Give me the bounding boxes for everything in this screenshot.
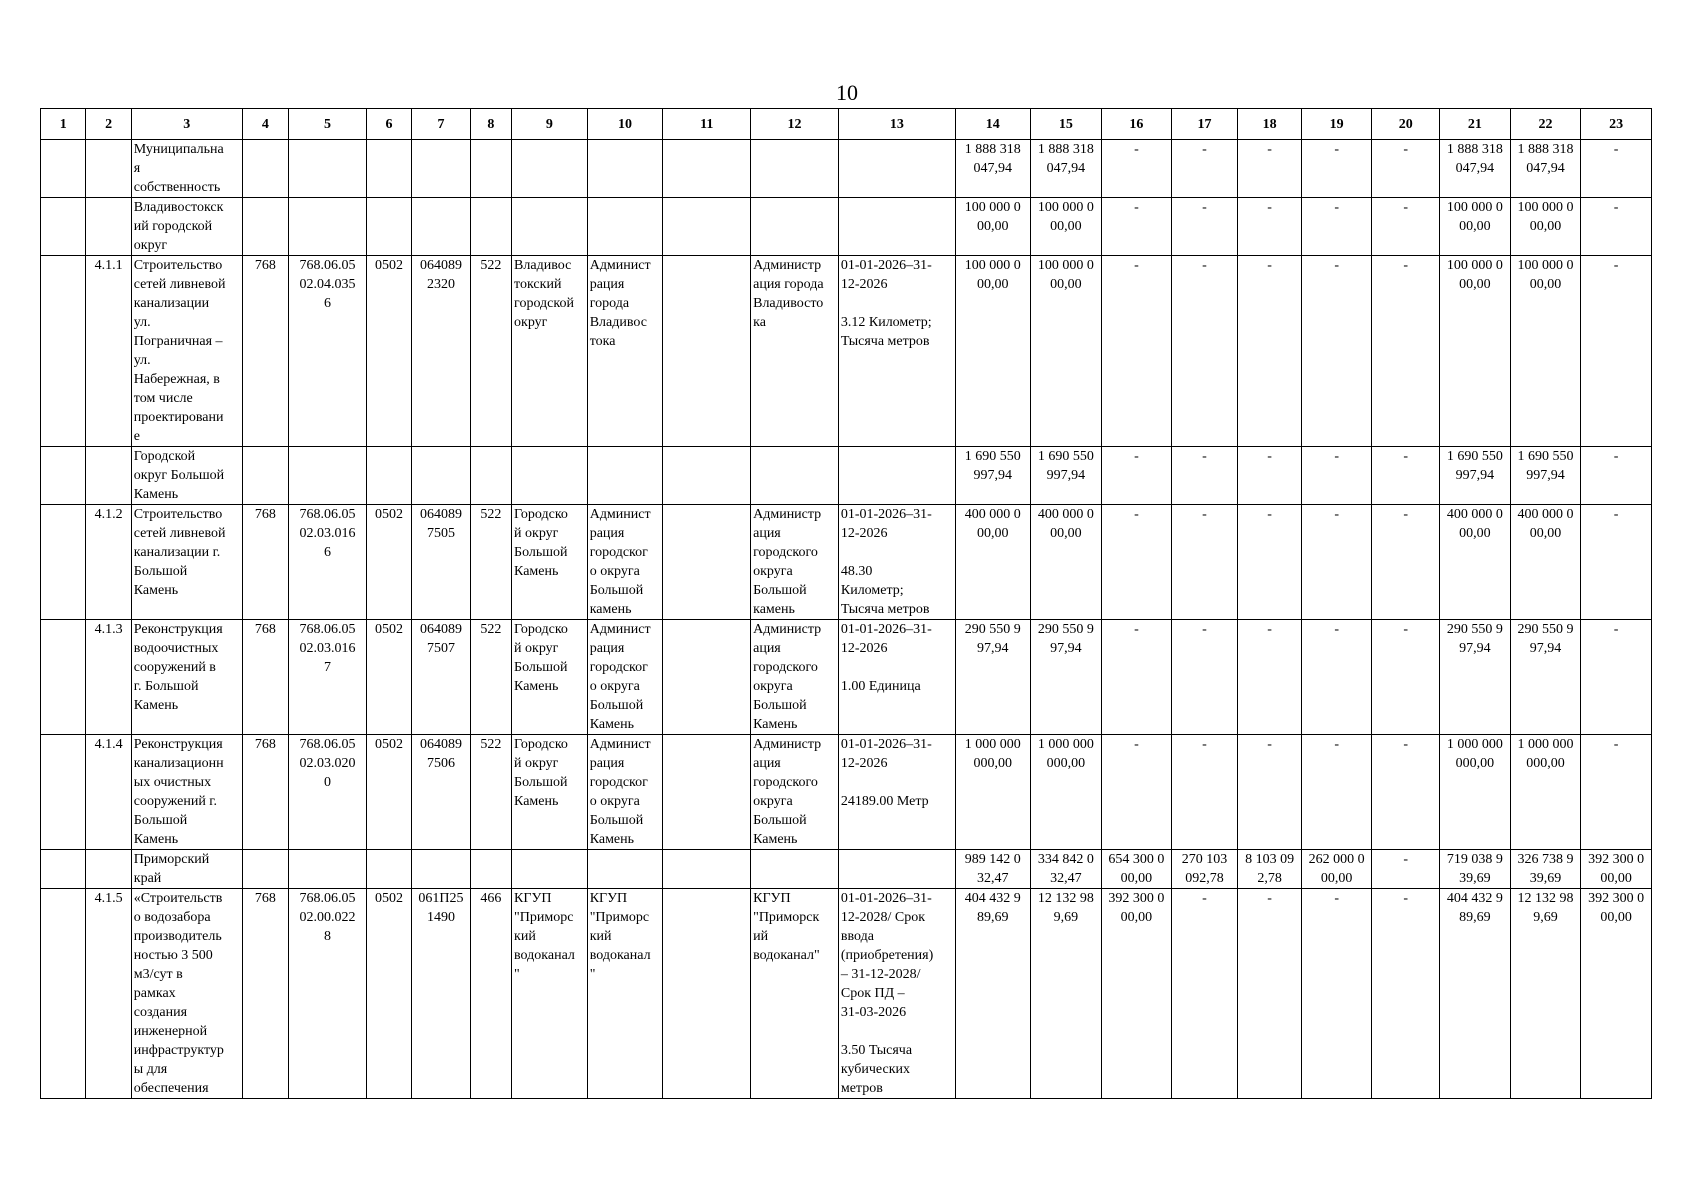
cell-customer: КГУП "Приморс кий водоканал " (587, 889, 663, 1099)
column-header: 6 (366, 109, 411, 140)
cell-amount-col21: 400 000 0 00,00 (1440, 505, 1511, 620)
cell-amount-col19: 262 000 0 00,00 (1301, 850, 1372, 889)
cell-amount-col21: 1 888 318 047,94 (1440, 140, 1511, 198)
cell-expense-type: 466 (470, 889, 511, 1099)
cell-name: Городской округ Большой Камень (131, 447, 242, 505)
cell-amount-col21: 1 690 550 997,94 (1440, 447, 1511, 505)
cell-amount-2026: 290 550 9 97,94 (1030, 620, 1102, 735)
cell-amount-2027: - (1102, 505, 1172, 620)
cell-amount-col17: - (1171, 140, 1238, 198)
cell-amount-col22: 1 888 318 047,94 (1510, 140, 1581, 198)
cell-amount-col18: 8 103 09 2,78 (1238, 850, 1302, 889)
cell-section: 0502 (366, 620, 411, 735)
column-header: 9 (512, 109, 588, 140)
cell-amount-col20: - (1372, 735, 1440, 850)
cell-amount-col18: - (1238, 256, 1302, 447)
cell-customer (587, 140, 663, 198)
cell-amount-col21: 1 000 000 000,00 (1440, 735, 1511, 850)
cell-amount-2027: 392 300 0 00,00 (1102, 889, 1172, 1099)
cell-period-capacity (838, 198, 955, 256)
cell-amount-total: 1 690 550 997,94 (955, 447, 1030, 505)
cell-item-number: 4.1.5 (86, 889, 131, 1099)
cell-amount-2027: - (1102, 198, 1172, 256)
cell-amount-col23: - (1581, 505, 1652, 620)
cell-amount-col23: - (1581, 620, 1652, 735)
cell-amount-col18: - (1238, 140, 1302, 198)
cell-amount-col17: - (1171, 620, 1238, 735)
table-row (41, 735, 1652, 850)
table-row (41, 505, 1652, 620)
column-header: 8 (470, 109, 511, 140)
page-number: 10 (836, 80, 858, 105)
cell-expense-type (470, 850, 511, 889)
cell-expense-type: 522 (470, 620, 511, 735)
table-row (41, 447, 1652, 505)
column-header: 13 (838, 109, 955, 140)
cell-responsible (751, 140, 839, 198)
cell-period-capacity (838, 850, 955, 889)
cell-amount-col20: - (1372, 505, 1440, 620)
cell-amount-2027: - (1102, 256, 1172, 447)
cell-code: 768 (242, 735, 288, 850)
cell-item-number (86, 850, 131, 889)
cell-target-article: 061П25 1490 (412, 889, 471, 1099)
table-row (41, 850, 1652, 889)
cell-amount-total: 404 432 9 89,69 (955, 889, 1030, 1099)
cell-target-article (412, 140, 471, 198)
cell-amount-total: 989 142 0 32,47 (955, 850, 1030, 889)
cell-period-capacity (838, 447, 955, 505)
cell-municipality: Городско й округ Большой Камень (512, 620, 588, 735)
cell-name: «Строительств о водозабора производитель ностью 3 500 м3/сут в рамках создания инженерной инфраструктур ы для обеспечения (131, 889, 242, 1099)
cell-amount-col23: - (1581, 256, 1652, 447)
cell-responsible: Администр ация городского округа Большой Камень (751, 735, 839, 850)
cell-customer: Админист рация города Владивос тока (587, 256, 663, 447)
cell-amount-col18: - (1238, 505, 1302, 620)
cell-amount-col18: - (1238, 735, 1302, 850)
cell-period-capacity: 01-01-2026–31- 12-2026 1.00 Единица (838, 620, 955, 735)
cell-customer: Админист рация городског о округа Большой Камень (587, 620, 663, 735)
cell-col1 (41, 735, 86, 850)
cell-amount-col20: - (1372, 620, 1440, 735)
cell-customer: Админист рация городског о округа Большой Камень (587, 735, 663, 850)
cell-expense-type: 522 (470, 735, 511, 850)
cell-section (366, 198, 411, 256)
cell-amount-col17: - (1171, 505, 1238, 620)
cell-target-article: 064089 7507 (412, 620, 471, 735)
cell-municipality: Городско й округ Большой Камень (512, 735, 588, 850)
cell-section: 0502 (366, 505, 411, 620)
cell-amount-col22: 12 132 98 9,69 (1510, 889, 1581, 1099)
cell-amount-col23: - (1581, 198, 1652, 256)
column-header: 19 (1301, 109, 1372, 140)
cell-amount-col18: - (1238, 620, 1302, 735)
cell-code: 768 (242, 889, 288, 1099)
cell-section (366, 447, 411, 505)
cell-section (366, 140, 411, 198)
cell-amount-col19: - (1301, 256, 1372, 447)
cell-municipality: Владивос токский городской округ (512, 256, 588, 447)
cell-name: Приморский край (131, 850, 242, 889)
table-row (41, 198, 1652, 256)
cell-code (242, 198, 288, 256)
cell-municipality (512, 850, 588, 889)
cell-item-number: 4.1.1 (86, 256, 131, 447)
cell-amount-total: 100 000 0 00,00 (955, 198, 1030, 256)
cell-target-article: 064089 2320 (412, 256, 471, 447)
cell-expense-type: 522 (470, 256, 511, 447)
cell-amount-total: 1 000 000 000,00 (955, 735, 1030, 850)
cell-target-article (412, 198, 471, 256)
cell-code: 768 (242, 256, 288, 447)
cell-amount-col20: - (1372, 256, 1440, 447)
cell-code (242, 447, 288, 505)
cell-amount-col23: - (1581, 447, 1652, 505)
cell-name: Владивостокск ий городской округ (131, 198, 242, 256)
cell-amount-col19: - (1301, 447, 1372, 505)
cell-col11 (663, 505, 751, 620)
column-header: 7 (412, 109, 471, 140)
cell-amount-2026: 1 000 000 000,00 (1030, 735, 1102, 850)
cell-col11 (663, 735, 751, 850)
cell-expense-type (470, 140, 511, 198)
cell-amount-col19: - (1301, 889, 1372, 1099)
cell-name: Реконструкция водоочистных сооружений в г. Большой Камень (131, 620, 242, 735)
cell-col11 (663, 140, 751, 198)
cell-item-number: 4.1.2 (86, 505, 131, 620)
column-header: 23 (1581, 109, 1652, 140)
cell-item-number: 4.1.3 (86, 620, 131, 735)
cell-customer (587, 447, 663, 505)
cell-amount-col19: - (1301, 505, 1372, 620)
column-header: 17 (1171, 109, 1238, 140)
column-header: 3 (131, 109, 242, 140)
cell-amount-col23: - (1581, 735, 1652, 850)
cell-municipality (512, 140, 588, 198)
cell-customer: Админист рация городског о округа Большой камень (587, 505, 663, 620)
budget-table (40, 108, 1652, 1099)
cell-name: Строительство сетей ливневой канализации г. Большой Камень (131, 505, 242, 620)
cell-item-number (86, 198, 131, 256)
cell-col11 (663, 620, 751, 735)
cell-amount-2026: 1 690 550 997,94 (1030, 447, 1102, 505)
cell-amount-col18: - (1238, 198, 1302, 256)
cell-amount-col18: - (1238, 447, 1302, 505)
cell-period-capacity (838, 140, 955, 198)
cell-amount-2026: 400 000 0 00,00 (1030, 505, 1102, 620)
table-row (41, 620, 1652, 735)
table-body (41, 140, 1652, 1099)
cell-responsible: Администр ация городского округа Большой Камень (751, 620, 839, 735)
cell-col1 (41, 256, 86, 447)
cell-period-capacity: 01-01-2026–31- 12-2026 48.30 Километр; Тысяча метров (838, 505, 955, 620)
cell-amount-col20: - (1372, 447, 1440, 505)
cell-col11 (663, 889, 751, 1099)
column-header: 16 (1102, 109, 1172, 140)
cell-amount-col22: 1 000 000 000,00 (1510, 735, 1581, 850)
cell-item-number: 4.1.4 (86, 735, 131, 850)
column-header: 21 (1440, 109, 1511, 140)
cell-amount-col21: 719 038 9 39,69 (1440, 850, 1511, 889)
cell-amount-2026: 100 000 0 00,00 (1030, 198, 1102, 256)
cell-name: Муниципальна я собственность (131, 140, 242, 198)
cell-object-code: 768.06.05 02.00.022 8 (289, 889, 367, 1099)
cell-amount-col19: - (1301, 735, 1372, 850)
cell-col11 (663, 198, 751, 256)
cell-amount-col22: 100 000 0 00,00 (1510, 198, 1581, 256)
cell-target-article (412, 850, 471, 889)
cell-object-code: 768.06.05 02.03.020 0 (289, 735, 367, 850)
cell-target-article: 064089 7505 (412, 505, 471, 620)
cell-object-code (289, 140, 367, 198)
cell-amount-col17: 270 103 092,78 (1171, 850, 1238, 889)
cell-expense-type: 522 (470, 505, 511, 620)
cell-object-code (289, 850, 367, 889)
cell-col1 (41, 850, 86, 889)
column-header: 20 (1372, 109, 1440, 140)
cell-amount-2026: 1 888 318 047,94 (1030, 140, 1102, 198)
cell-object-code (289, 447, 367, 505)
cell-target-article: 064089 7506 (412, 735, 471, 850)
cell-amount-col21: 404 432 9 89,69 (1440, 889, 1511, 1099)
cell-amount-col19: - (1301, 140, 1372, 198)
cell-section: 0502 (366, 256, 411, 447)
cell-amount-2026: 100 000 0 00,00 (1030, 256, 1102, 447)
column-header: 22 (1510, 109, 1581, 140)
cell-amount-col20: - (1372, 889, 1440, 1099)
cell-item-number (86, 447, 131, 505)
table-row (41, 889, 1652, 1099)
cell-amount-col23: - (1581, 140, 1652, 198)
column-header: 5 (289, 109, 367, 140)
cell-amount-col22: 1 690 550 997,94 (1510, 447, 1581, 505)
cell-responsible (751, 447, 839, 505)
column-header: 4 (242, 109, 288, 140)
column-header: 15 (1030, 109, 1102, 140)
cell-period-capacity: 01-01-2026–31- 12-2028/ Срок ввода (приобретения) – 31-12-2028/ Срок ПД – 31-03-2026 3.50 Тысяча кубических метров (838, 889, 955, 1099)
cell-amount-col21: 100 000 0 00,00 (1440, 198, 1511, 256)
cell-amount-col17: - (1171, 256, 1238, 447)
column-header: 1 (41, 109, 86, 140)
column-header: 11 (663, 109, 751, 140)
cell-amount-col20: - (1372, 850, 1440, 889)
cell-customer (587, 198, 663, 256)
cell-amount-total: 290 550 9 97,94 (955, 620, 1030, 735)
cell-amount-total: 100 000 0 00,00 (955, 256, 1030, 447)
cell-amount-col21: 100 000 0 00,00 (1440, 256, 1511, 447)
cell-section: 0502 (366, 889, 411, 1099)
column-header: 18 (1238, 109, 1302, 140)
cell-amount-col18: - (1238, 889, 1302, 1099)
cell-amount-2027: - (1102, 140, 1172, 198)
cell-col1 (41, 198, 86, 256)
cell-municipality: КГУП "Приморс кий водоканал " (512, 889, 588, 1099)
cell-amount-col19: - (1301, 198, 1372, 256)
cell-amount-col22: 290 550 9 97,94 (1510, 620, 1581, 735)
column-header: 2 (86, 109, 131, 140)
cell-amount-col22: 400 000 0 00,00 (1510, 505, 1581, 620)
cell-customer (587, 850, 663, 889)
cell-amount-2027: - (1102, 447, 1172, 505)
column-header: 14 (955, 109, 1030, 140)
cell-amount-col17: - (1171, 889, 1238, 1099)
cell-col1 (41, 140, 86, 198)
cell-responsible: КГУП "Приморск ий водоканал" (751, 889, 839, 1099)
cell-amount-col23: 392 300 0 00,00 (1581, 889, 1652, 1099)
column-header: 10 (587, 109, 663, 140)
column-header: 12 (751, 109, 839, 140)
cell-col1 (41, 620, 86, 735)
cell-expense-type (470, 198, 511, 256)
cell-responsible: Администр ация городского округа Большой камень (751, 505, 839, 620)
cell-expense-type (470, 447, 511, 505)
cell-code: 768 (242, 505, 288, 620)
cell-amount-2027: - (1102, 620, 1172, 735)
header-row (41, 109, 1652, 140)
cell-col11 (663, 850, 751, 889)
cell-object-code: 768.06.05 02.03.016 7 (289, 620, 367, 735)
cell-amount-col17: - (1171, 198, 1238, 256)
cell-amount-total: 400 000 0 00,00 (955, 505, 1030, 620)
cell-amount-col17: - (1171, 447, 1238, 505)
cell-amount-col23: 392 300 0 00,00 (1581, 850, 1652, 889)
cell-municipality: Городско й округ Большой Камень (512, 505, 588, 620)
cell-target-article (412, 447, 471, 505)
cell-section: 0502 (366, 735, 411, 850)
cell-amount-col17: - (1171, 735, 1238, 850)
cell-amount-2026: 12 132 98 9,69 (1030, 889, 1102, 1099)
cell-amount-col22: 100 000 0 00,00 (1510, 256, 1581, 447)
cell-col11 (663, 256, 751, 447)
table-row (41, 256, 1652, 447)
cell-responsible (751, 198, 839, 256)
cell-amount-col19: - (1301, 620, 1372, 735)
cell-section (366, 850, 411, 889)
cell-amount-col21: 290 550 9 97,94 (1440, 620, 1511, 735)
cell-municipality (512, 447, 588, 505)
cell-amount-2027: - (1102, 735, 1172, 850)
cell-responsible: Администр ация города Владивосто ка (751, 256, 839, 447)
cell-object-code: 768.06.05 02.03.016 6 (289, 505, 367, 620)
cell-col1 (41, 505, 86, 620)
cell-code (242, 140, 288, 198)
cell-item-number (86, 140, 131, 198)
table-row (41, 140, 1652, 198)
cell-amount-2027: 654 300 0 00,00 (1102, 850, 1172, 889)
cell-amount-col20: - (1372, 140, 1440, 198)
cell-amount-col20: - (1372, 198, 1440, 256)
cell-period-capacity: 01-01-2026–31- 12-2026 24189.00 Метр (838, 735, 955, 850)
cell-amount-2026: 334 842 0 32,47 (1030, 850, 1102, 889)
cell-col11 (663, 447, 751, 505)
cell-object-code: 768.06.05 02.04.035 6 (289, 256, 367, 447)
cell-amount-total: 1 888 318 047,94 (955, 140, 1030, 198)
cell-name: Строительство сетей ливневой канализации ул. Пограничная – ул. Набережная, в том числе проектировани е (131, 256, 242, 447)
cell-municipality (512, 198, 588, 256)
cell-code: 768 (242, 620, 288, 735)
cell-name: Реконструкция канализационн ых очистных сооружений г. Большой Камень (131, 735, 242, 850)
cell-object-code (289, 198, 367, 256)
cell-code (242, 850, 288, 889)
cell-amount-col22: 326 738 9 39,69 (1510, 850, 1581, 889)
cell-responsible (751, 850, 839, 889)
cell-col1 (41, 889, 86, 1099)
cell-col1 (41, 447, 86, 505)
cell-period-capacity: 01-01-2026–31- 12-2026 3.12 Километр; Тысяча метров (838, 256, 955, 447)
